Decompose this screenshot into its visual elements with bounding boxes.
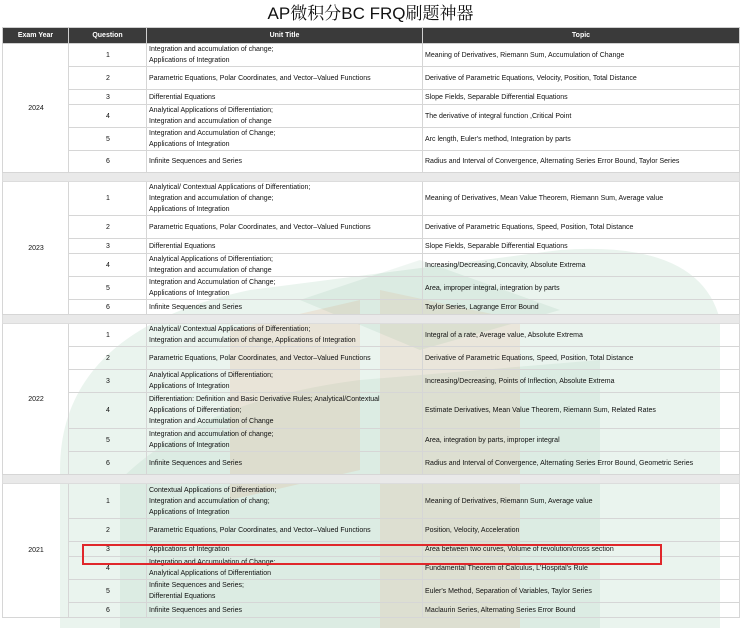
unit-title-cell [147, 519, 423, 542]
table-row [3, 519, 740, 542]
topic-cell: Arc length, Euler's method, Integration by parts [423, 128, 740, 151]
question-cell: 6 [69, 452, 147, 475]
unit-title-cell [147, 429, 423, 452]
unit-title-cell [147, 370, 423, 393]
unit-title-cell [147, 151, 423, 173]
unit-title-line: Integration and accumulation of chang; [149, 497, 270, 505]
question-cell: 6 [69, 300, 147, 315]
unit-title-line: Integration and accumulation of change [149, 118, 272, 125]
separator-cell [3, 475, 740, 484]
unit-title-line: Applications of Integration [149, 545, 230, 553]
table-row [3, 370, 740, 393]
question-cell: 4 [69, 105, 147, 128]
topic-cell: Euler's Method, Separation of Variables, Taylor Series [423, 580, 740, 603]
topic-cell: The derivative of integral function ,Critical Point [423, 105, 740, 128]
unit-title-line: Applications of Integration [149, 508, 230, 516]
question-cell: 2 [69, 216, 147, 239]
unit-title-cell [147, 105, 423, 128]
unit-title-line: Parametric Equations, Polar Coordinates, and Vector–Valued Functions [149, 223, 371, 231]
column-header-topic: Topic [423, 28, 740, 44]
topic-cell: Meaning of Derivatives, Riemann Sum, Accumulation of Change [423, 44, 740, 67]
header-row [3, 28, 740, 44]
unit-title-cell [147, 347, 423, 370]
unit-title-line: Parametric Equations, Polar Coordinates, and Vector–Valued Functions [149, 526, 371, 534]
exam-year-cell: 2021 [3, 484, 69, 618]
group-separator-row [3, 173, 740, 182]
topic-cell: Radius and Interval of Convergence, Alternating Series Error Bound, Geometric Series [423, 452, 740, 475]
topic-cell: Integral of a rate, Average value, Absolute Extrema [423, 324, 740, 347]
question-cell: 1 [69, 324, 147, 347]
topic-cell: Fundamental Theorem of Calculus, L'Hospital's Rule [423, 557, 740, 580]
question-cell: 1 [69, 182, 147, 216]
unit-title-line: Integration and Accumulation of Change; [149, 279, 276, 286]
unit-title-line: Analytical Applications of Differentiation [149, 570, 272, 577]
unit-title-line: Integration and Accumulation of Change [149, 418, 274, 425]
question-cell: 3 [69, 370, 147, 393]
unit-title-cell [147, 90, 423, 105]
column-header-unit-title: Unit Title [147, 28, 423, 44]
group-separator-row [3, 475, 740, 484]
question-cell: 1 [69, 484, 147, 519]
topic-cell: Increasing/Decreasing,Concavity, Absolute Extrema [423, 254, 740, 277]
question-cell: 6 [69, 151, 147, 173]
unit-title-line: Parametric Equations, Polar Coordinates, and Vector–Valued Functions [149, 74, 371, 82]
topic-cell: Slope Fields, Separable Differential Equations [423, 239, 740, 254]
unit-title-line: Analytical Applications of Differentiation; [149, 372, 273, 379]
separator-cell [3, 315, 740, 324]
page-title: AP微积分BC FRQ刷题神器 [0, 0, 741, 27]
unit-title-cell [147, 452, 423, 475]
table-row [3, 277, 740, 300]
topic-cell: Derivative of Parametric Equations, Velocity, Position, Total Distance [423, 67, 740, 90]
topic-cell: Area, improper integral, integration by parts [423, 277, 740, 300]
unit-title-cell [147, 216, 423, 239]
unit-title-line: Infinite Sequences and Series; [149, 582, 244, 589]
unit-title-cell [147, 300, 423, 315]
question-cell: 5 [69, 128, 147, 151]
column-header-exam-year: Exam Year [3, 28, 69, 44]
unit-title-line: Differential Equations [149, 93, 216, 101]
topic-cell: Increasing/Decreasing, Points of Inflection, Absolute Extrema [423, 370, 740, 393]
table-row [3, 429, 740, 452]
unit-title-line: Analytical Applications of Differentiation; [149, 256, 273, 263]
table-row [3, 254, 740, 277]
question-cell: 5 [69, 580, 147, 603]
unit-title-line: Analytical/ Contextual Applications of Differentiation; [149, 184, 311, 191]
unit-title-line: Applications of Integration [149, 141, 230, 148]
unit-title-line: Integration and accumulation of change; [149, 195, 274, 202]
question-cell: 5 [69, 277, 147, 300]
unit-title-cell [147, 603, 423, 618]
unit-title-cell [147, 44, 423, 67]
topic-cell: Maclaurin Series, Alternating Series Error Bound [423, 603, 740, 618]
topic-cell: Area between two curves, Volume of revolution/cross section [423, 542, 740, 557]
unit-title-line: Analytical/ Contextual Applications of Differentiation; [149, 326, 311, 333]
table-row [3, 105, 740, 128]
question-cell: 4 [69, 254, 147, 277]
table-row [3, 542, 740, 557]
unit-title-line: Applications of Integration [149, 383, 230, 390]
separator-cell [3, 173, 740, 182]
table-row [3, 580, 740, 603]
table-row [3, 67, 740, 90]
question-cell: 6 [69, 603, 147, 618]
unit-title-line: Integration and Accumulation of Change; [149, 559, 276, 566]
unit-title-cell [147, 580, 423, 603]
question-cell: 3 [69, 239, 147, 254]
question-cell: 5 [69, 429, 147, 452]
group-separator-row [3, 315, 740, 324]
unit-title-line: Differential Equations [149, 593, 216, 600]
table-row [3, 484, 740, 519]
question-cell: 2 [69, 519, 147, 542]
unit-title-cell [147, 542, 423, 557]
unit-title-line: Applications of Integration [149, 442, 230, 449]
question-cell: 2 [69, 67, 147, 90]
unit-title-line: Applications of Integration [149, 57, 230, 64]
unit-title-line: Integration and accumulation of change [149, 267, 272, 274]
topic-cell: Position, Velocity, Acceleration [423, 519, 740, 542]
topic-cell: Estimate Derivatives, Mean Value Theorem, Riemann Sum, Related Rates [423, 393, 740, 429]
unit-title-line: Infinite Sequences and Series [149, 158, 243, 165]
topic-cell: Derivative of Parametric Equations, Speed, Position, Total Distance [423, 347, 740, 370]
question-cell: 4 [69, 557, 147, 580]
unit-title-cell [147, 484, 423, 519]
question-cell: 4 [69, 393, 147, 429]
table-row [3, 324, 740, 347]
topic-cell: Radius and Interval of Convergence, Alternating Series Error Bound, Taylor Series [423, 151, 740, 173]
question-cell: 1 [69, 44, 147, 67]
unit-title-cell [147, 239, 423, 254]
topic-cell: Meaning of Derivatives, Mean Value Theorem, Riemann Sum, Average value [423, 182, 740, 216]
topic-cell: Slope Fields, Separable Differential Equations [423, 90, 740, 105]
unit-title-line: Infinite Sequences and Series [149, 606, 243, 614]
table-row [3, 393, 740, 429]
unit-title-cell [147, 254, 423, 277]
unit-title-line: Integration and Accumulation of Change; [149, 130, 276, 137]
unit-title-line: Infinite Sequences and Series [149, 303, 243, 311]
exam-year-cell: 2023 [3, 182, 69, 315]
unit-title-cell [147, 393, 423, 429]
unit-title-cell [147, 324, 423, 347]
unit-title-line: Differentiation: Definition and Basic Derivative Rules; Analytical/Contextual [149, 396, 380, 403]
unit-title-line: Analytical Applications of Differentiation; [149, 107, 273, 114]
question-cell: 3 [69, 542, 147, 557]
topic-cell: Area, integration by parts, improper integral [423, 429, 740, 452]
unit-title-line: Applications of Integration [149, 206, 230, 213]
unit-title-line: Applications of Differentiation; [149, 407, 242, 414]
table-row [3, 44, 740, 67]
unit-title-line: Contextual Applications of Differentiation; [149, 486, 277, 494]
unit-title-line: Differential Equations [149, 242, 216, 250]
unit-title-cell [147, 128, 423, 151]
exam-year-cell: 2024 [3, 44, 69, 173]
column-header-question: Question [69, 28, 147, 44]
table-row [3, 239, 740, 254]
table-row [3, 216, 740, 239]
exam-year-cell: 2022 [3, 324, 69, 475]
unit-title-line: Integration and accumulation of change; [149, 431, 274, 438]
table-row [3, 347, 740, 370]
unit-title-line: Parametric Equations, Polar Coordinates, and Vector–Valued Functions [149, 354, 371, 362]
unit-title-line: Applications of Integration [149, 290, 230, 297]
table-row [3, 300, 740, 315]
unit-title-line: Infinite Sequences and Series [149, 459, 243, 467]
table-row [3, 182, 740, 216]
question-cell: 2 [69, 347, 147, 370]
table-row [3, 128, 740, 151]
topic-cell: Derivative of Parametric Equations, Speed, Position, Total Distance [423, 216, 740, 239]
table-row [3, 603, 740, 618]
unit-title-cell [147, 67, 423, 90]
unit-title-line: Integration and accumulation of change, Applications of Integration [149, 337, 356, 344]
table-row [3, 90, 740, 105]
table-body [3, 44, 740, 618]
table-row [3, 151, 740, 173]
topic-cell: Meaning of Derivatives, Riemann Sum, Average value [423, 484, 740, 519]
unit-title-cell [147, 277, 423, 300]
unit-title-cell [147, 182, 423, 216]
unit-title-cell [147, 557, 423, 580]
table-row [3, 557, 740, 580]
unit-title-line: Integration and accumulation of change; [149, 46, 274, 53]
table-row [3, 452, 740, 475]
topic-cell: Taylor Series, Lagrange Error Bound [423, 300, 740, 315]
question-cell: 3 [69, 90, 147, 105]
frq-table [2, 27, 740, 618]
